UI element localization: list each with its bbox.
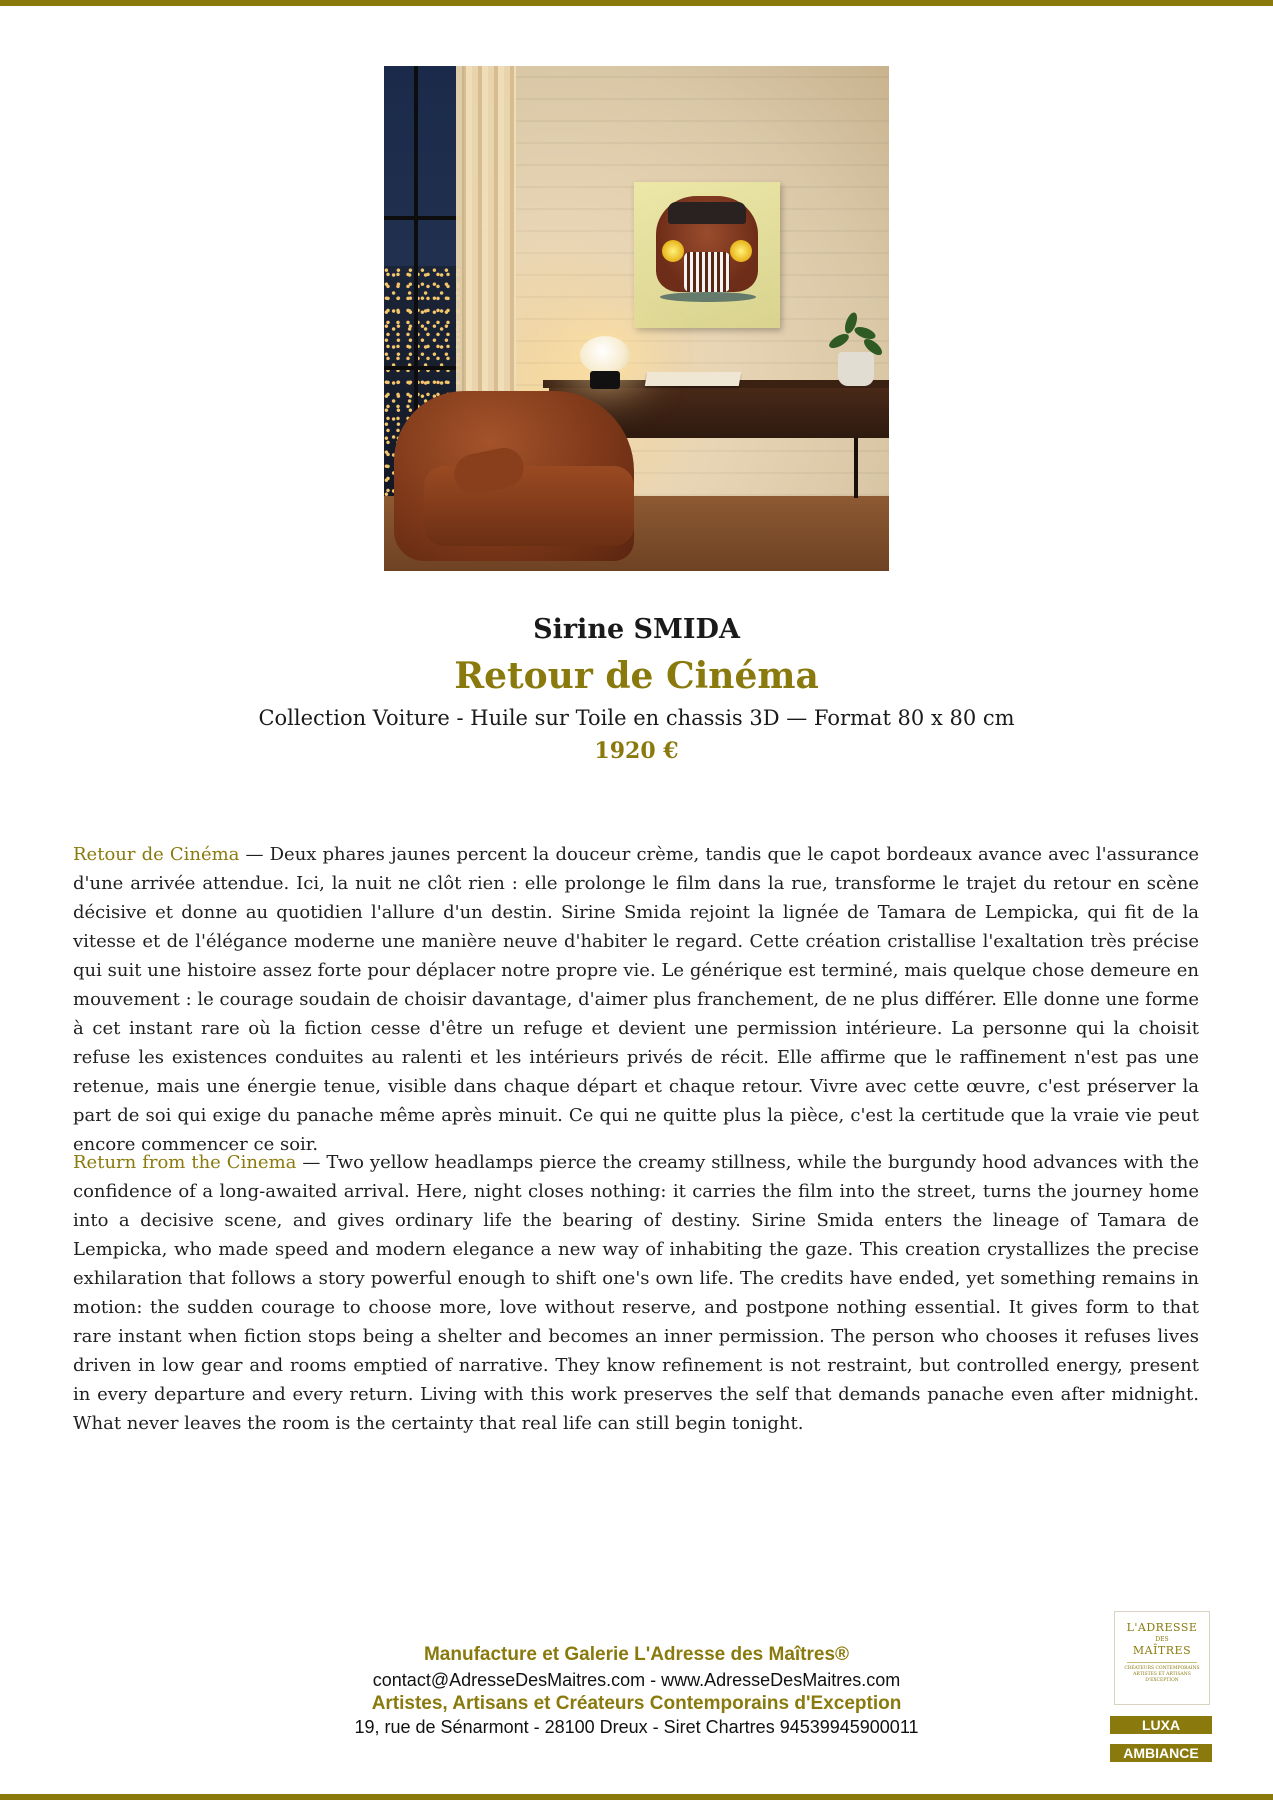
description-french: [73, 840, 1199, 1159]
artwork-title: Retour de Cinéma: [454, 655, 819, 697]
artist-name: Sirine SMIDA: [533, 614, 740, 645]
painting-canvas: [634, 182, 780, 328]
badge-luxa: LUXA: [1110, 1716, 1212, 1734]
logo-line-1: L'ADRESSE: [1126, 1621, 1198, 1634]
painting-car-windshield: [668, 202, 746, 224]
photo-plant-pot: [838, 352, 874, 386]
description-french-lead: Retour de Cinéma: [73, 844, 240, 865]
sideboard-leg: [854, 438, 858, 498]
photo-lamp-base: [590, 371, 620, 389]
artwork-details: Collection Voiture - Huile sur Toile en chassis 3D — Format 80 x 80 cm: [258, 706, 1015, 730]
description-english: [73, 1148, 1199, 1438]
photo-lamp: [580, 336, 630, 374]
painting-headlamp-right: [730, 240, 752, 262]
artwork-price: 1920 €: [594, 738, 679, 764]
bottom-accent-rule: [0, 1794, 1273, 1800]
logo-line-2: DES: [1155, 1636, 1169, 1643]
description-english-text: — Two yellow headlamps pierce the creamy stillness, while the burgundy hood advances with the confidence of a long-awaited arrival. Here, night closes nothing: it carries the film into the street, turns the journey home into a decisive scene, and gives ordinary life the bearing of destiny. Sirine Smida enters the lineage of Tamara de Lempicka, who made speed and modern elegance a new way of inhabiting the gaze. This creation crystallizes the precise exhilaration that follows a story powerful enough to shift one's own life. The credits have ended, yet something remains in motion: the sudden courage to choose more, love without reserve, and postpone nothing essential. It gives form to that rare instant when fiction stops being a shelter and becomes an inner permission. The person who chooses it refuses lives driven in low gear and rooms emptied of narrative. They know refinement is not restraint, but controlled energy, present in every departure and every return. Living with this work preserves the self that demands panache even after midnight. What never leaves the room is the certainty that real life can still begin tonight.: [73, 1152, 1199, 1434]
footer-gallery-name: Manufacture et Galerie L'Adresse des Maîtres®: [423, 1644, 850, 1665]
painting-car-shadow: [660, 292, 756, 302]
logo-divider: [1127, 1662, 1197, 1663]
footer-tagline: Artistes, Artisans et Créateurs Contemporains d'Exception: [371, 1693, 902, 1714]
gallery-logo: [1114, 1611, 1210, 1705]
top-accent-rule: [0, 0, 1273, 6]
footer-address: 19, rue de Sénarmont - 28100 Dreux - Siret Chartres 94539945900011: [354, 1717, 919, 1737]
logo-line-3: MAÎTRES: [1132, 1644, 1192, 1657]
photo-open-book: [645, 372, 741, 386]
painting-headlamp-left: [662, 240, 684, 262]
window-mullion: [384, 216, 464, 220]
window-mullion: [384, 366, 464, 370]
description-english-lead: Return from the Cinema: [73, 1152, 297, 1173]
painting-car-grille: [684, 252, 730, 292]
badge-ambiance: AMBIANCE: [1110, 1744, 1212, 1762]
logo-line-4: CRÉATEURS CONTEMPORAINS ARTISTES ET ARTISANS D'EXCEPTION: [1124, 1666, 1200, 1683]
footer-contact: contact@AdresseDesMaitres.com - www.AdresseDesMaitres.com: [372, 1670, 901, 1690]
artwork-room-photo: [384, 66, 889, 571]
description-french-text: — Deux phares jaunes percent la douceur crème, tandis que le capot bordeaux avance avec l'assurance d'une arrivée attendue. Ici, la nuit ne clôt rien : elle prolonge le film dans la rue, transforme le trajet du retour en scène décisive et donne au quotidien l'allure d'un destin. Sirine Smida rejoint la lignée de Tamara de Lempicka, qui fit de la vitesse et de l'élégance moderne une manière neuve d'habiter le regard. Cette création cristallise l'exaltation très précise qui suit une histoire assez forte pour déplacer notre propre vie. Le générique est terminé, mais quelque chose demeure en mouvement : le courage soudain de choisir davantage, d'aimer plus franchement, de ne plus différer. Elle donne une forme à cet instant rare où la fiction cesse d'être un refuge et devient une permission intérieure. La personne qui la choisit refuse les existences conduites au ralenti et les intérieurs privés de récit. Elle affirme que le raffinement n'est pas une retenue, mais une énergie tenue, visible dans chaque départ et chaque retour. Vivre avec cette œuvre, c'est préserver la part de soi qui exige du panache même après minuit. Ce qui ne quitte plus la pièce, c'est la certitude que la vraie vie peut encore commencer ce soir.: [73, 844, 1200, 1155]
